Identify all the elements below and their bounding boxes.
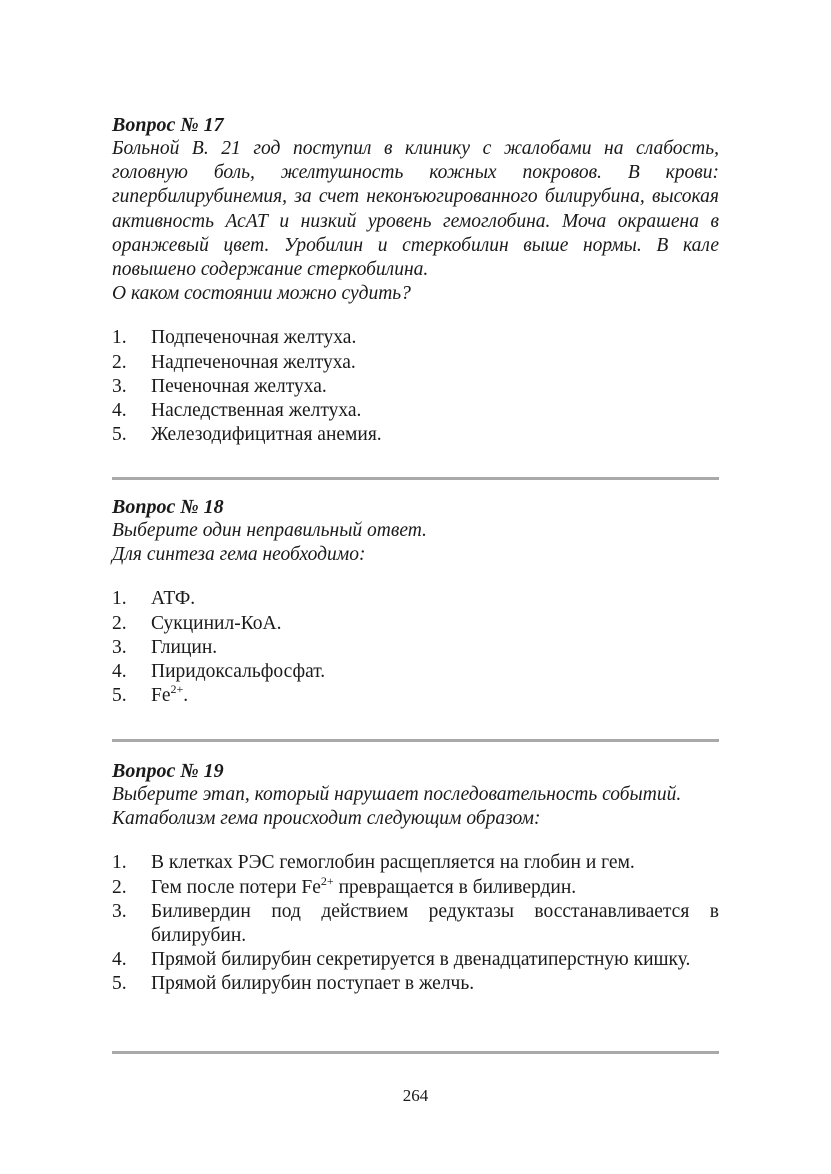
- answer-options: [112, 851, 719, 996]
- option-text: Прямой билирубин секретируется в двенадцатиперстную кишку.: [151, 949, 691, 971]
- option-text-end: превращается в биливердин.: [333, 876, 577, 898]
- answer-option: [112, 972, 719, 996]
- option-number: 4.: [112, 949, 127, 971]
- question-17: [112, 113, 719, 447]
- question-instruction: Выберите один неправильный ответ.: [112, 520, 427, 541]
- option-number: 2.: [112, 612, 127, 634]
- option-text-start: Гем после потери Fe: [151, 876, 321, 898]
- question-title: Вопрос № 19: [112, 760, 224, 782]
- option-number: 1.: [112, 327, 127, 349]
- question-title: Вопрос № 17: [112, 114, 224, 136]
- question-text: [112, 137, 719, 306]
- answer-option: [112, 660, 719, 684]
- answer-options: [112, 326, 719, 447]
- option-number: 5.: [112, 424, 127, 446]
- option-text: [151, 873, 719, 900]
- option-text: Прямой билирубин поступает в желчь.: [151, 973, 475, 995]
- option-text: В клетках РЭС гемоглобин расщепляется на глобин и гем.: [151, 852, 635, 874]
- answer-option: [112, 873, 719, 900]
- question-text: [112, 783, 719, 831]
- ion-charge: 2+: [320, 873, 334, 888]
- option-text: Пиридоксальфосфат.: [151, 661, 326, 683]
- answer-option: [112, 684, 719, 708]
- option-text: Печеночная желтуха.: [151, 375, 327, 397]
- question-19: [112, 759, 719, 997]
- answer-option: [112, 948, 719, 972]
- option-text-end: .: [183, 685, 189, 707]
- answer-option: [112, 351, 719, 375]
- question-instruction: Выберите этап, который нарушает последовательность событий.: [112, 784, 682, 805]
- option-text: Сукцинил-КоА.: [151, 612, 282, 634]
- section-divider: [112, 1051, 719, 1054]
- answer-option: [112, 851, 719, 875]
- question-title: Вопрос № 18: [112, 496, 224, 518]
- section-divider: [112, 477, 719, 480]
- answer-option: [112, 326, 719, 350]
- question-prompt: Катаболизм гема происходит следующим образом:: [112, 808, 541, 830]
- option-number: 3.: [112, 900, 127, 922]
- ion-charge: 2+: [170, 682, 184, 697]
- question-prompt: Для синтеза гема необходимо:: [112, 544, 366, 566]
- option-number: 4.: [112, 400, 127, 422]
- question-prompt: О каком состоянии можно судить?: [112, 283, 411, 305]
- section-divider: [112, 739, 719, 742]
- option-number: 3.: [112, 636, 127, 658]
- chemical-symbol: Fe: [151, 685, 171, 707]
- answer-option: [112, 636, 719, 660]
- option-text: Глицин.: [151, 636, 218, 658]
- answer-option: [112, 900, 719, 948]
- option-number: 1.: [112, 588, 127, 610]
- option-text: Надпеченочная желтуха.: [151, 351, 356, 373]
- option-text: АТФ.: [151, 588, 196, 610]
- answer-option: [112, 399, 719, 423]
- answer-option: [112, 423, 719, 447]
- option-number: 3.: [112, 375, 127, 397]
- option-number: 5.: [112, 973, 127, 995]
- option-number: 2.: [112, 876, 127, 898]
- option-number: 5.: [112, 685, 127, 707]
- option-number: 4.: [112, 661, 127, 683]
- answer-option: [112, 375, 719, 399]
- page-number: 264: [402, 1086, 429, 1105]
- answer-option: [112, 612, 719, 636]
- question-text: [112, 519, 719, 567]
- option-text: Подпеченочная желтуха.: [151, 327, 357, 349]
- option-text: Биливердин под действием редуктазы восстанавливается в билирубин.: [151, 900, 719, 947]
- option-text: Наследственная желтуха.: [151, 400, 362, 422]
- question-18: [112, 495, 719, 708]
- answer-option: [112, 587, 719, 611]
- option-number: 2.: [112, 351, 127, 373]
- option-text: [151, 684, 719, 708]
- question-paragraph: Больной В. 21 год поступил в клинику с жалобами на слабость, головную боль, желтушность кожных покровов. В крови: гипербилирубинемия, за счет неконъюгированного билирубина, высокая активность АсАТ и низкий уровень гемоглобина. Моча окрашена в оранжевый цвет. Уробилин и стеркобилин выше нормы. В кале повышено содержание стеркобилина.: [112, 138, 719, 281]
- option-number: 1.: [112, 852, 127, 874]
- option-text: Железодифицитная анемия.: [151, 424, 382, 446]
- answer-options: [112, 587, 719, 708]
